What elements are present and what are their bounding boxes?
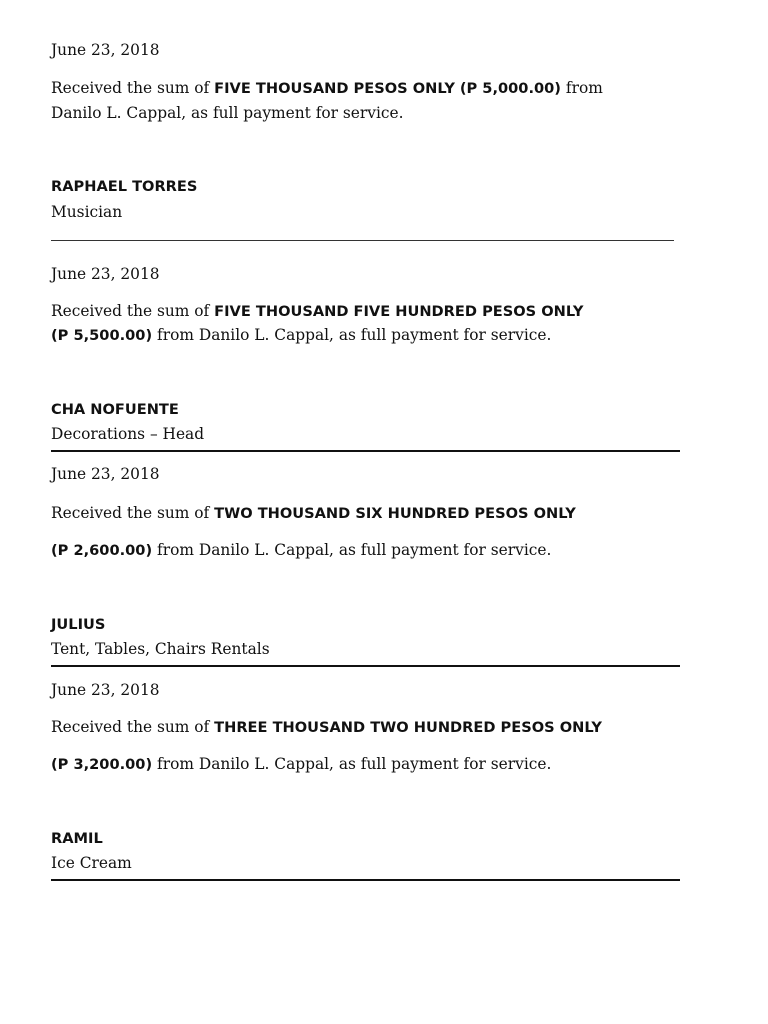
receipt-date: June 23, 2018 [51,465,160,483]
receipt-date: June 23, 2018 [51,41,160,59]
receipt-amount-line [51,301,583,322]
separator-line [51,240,674,241]
receipt-payer-line [51,325,551,346]
receipt-amount-line [51,503,576,524]
amount-in-figures: (P 5,000.00) [459,80,561,97]
payee-role: Musician [51,203,123,221]
payee-name: RAMIL [51,830,103,847]
receipt-payer-line: Danilo L. Cappal, as full payment for service. [51,104,404,122]
receipt-amount-line [51,78,603,99]
payee-name: JULIUS [51,616,106,633]
separator-line [51,665,680,667]
receipt-prefix: Received the sum of [51,79,210,97]
receipt-date: June 23, 2018 [51,265,160,283]
receipt-payer-text: from Danilo L. Cappal, as full payment for service. [157,541,552,559]
amount-in-figures: (P 5,500.00) [51,327,153,344]
payee-role: Tent, Tables, Chairs Rentals [51,640,270,658]
amount-in-words: FIVE THOUSAND PESOS ONLY [214,80,455,97]
receipt-payer-text: from Danilo L. Cappal, as full payment for service. [157,755,552,773]
amount-in-figures: (P 2,600.00) [51,542,153,559]
separator-line [51,879,680,881]
receipt-amount-line [51,717,602,738]
receipt-payer-text: from Danilo L. Cappal, as full payment for service. [157,326,552,344]
payee-name: CHA NOFUENTE [51,401,179,418]
payee-name: RAPHAEL TORRES [51,178,198,195]
separator-line [51,450,680,452]
receipt-date: June 23, 2018 [51,681,160,699]
receipt-payer-line [51,540,551,561]
receipt-payer-line [51,754,551,775]
payee-role: Decorations – Head [51,425,205,443]
amount-in-words: THREE THOUSAND TWO HUNDRED PESOS ONLY [214,719,602,736]
receipt-prefix: Received the sum of [51,718,210,736]
payee-role: Ice Cream [51,854,132,872]
amount-in-figures: (P 3,200.00) [51,756,153,773]
amount-in-words: FIVE THOUSAND FIVE HUNDRED PESOS ONLY [214,303,584,320]
receipt-from: from [565,79,603,97]
amount-in-words: TWO THOUSAND SIX HUNDRED PESOS ONLY [214,505,576,522]
receipt-prefix: Received the sum of [51,302,210,320]
receipt-prefix: Received the sum of [51,504,210,522]
